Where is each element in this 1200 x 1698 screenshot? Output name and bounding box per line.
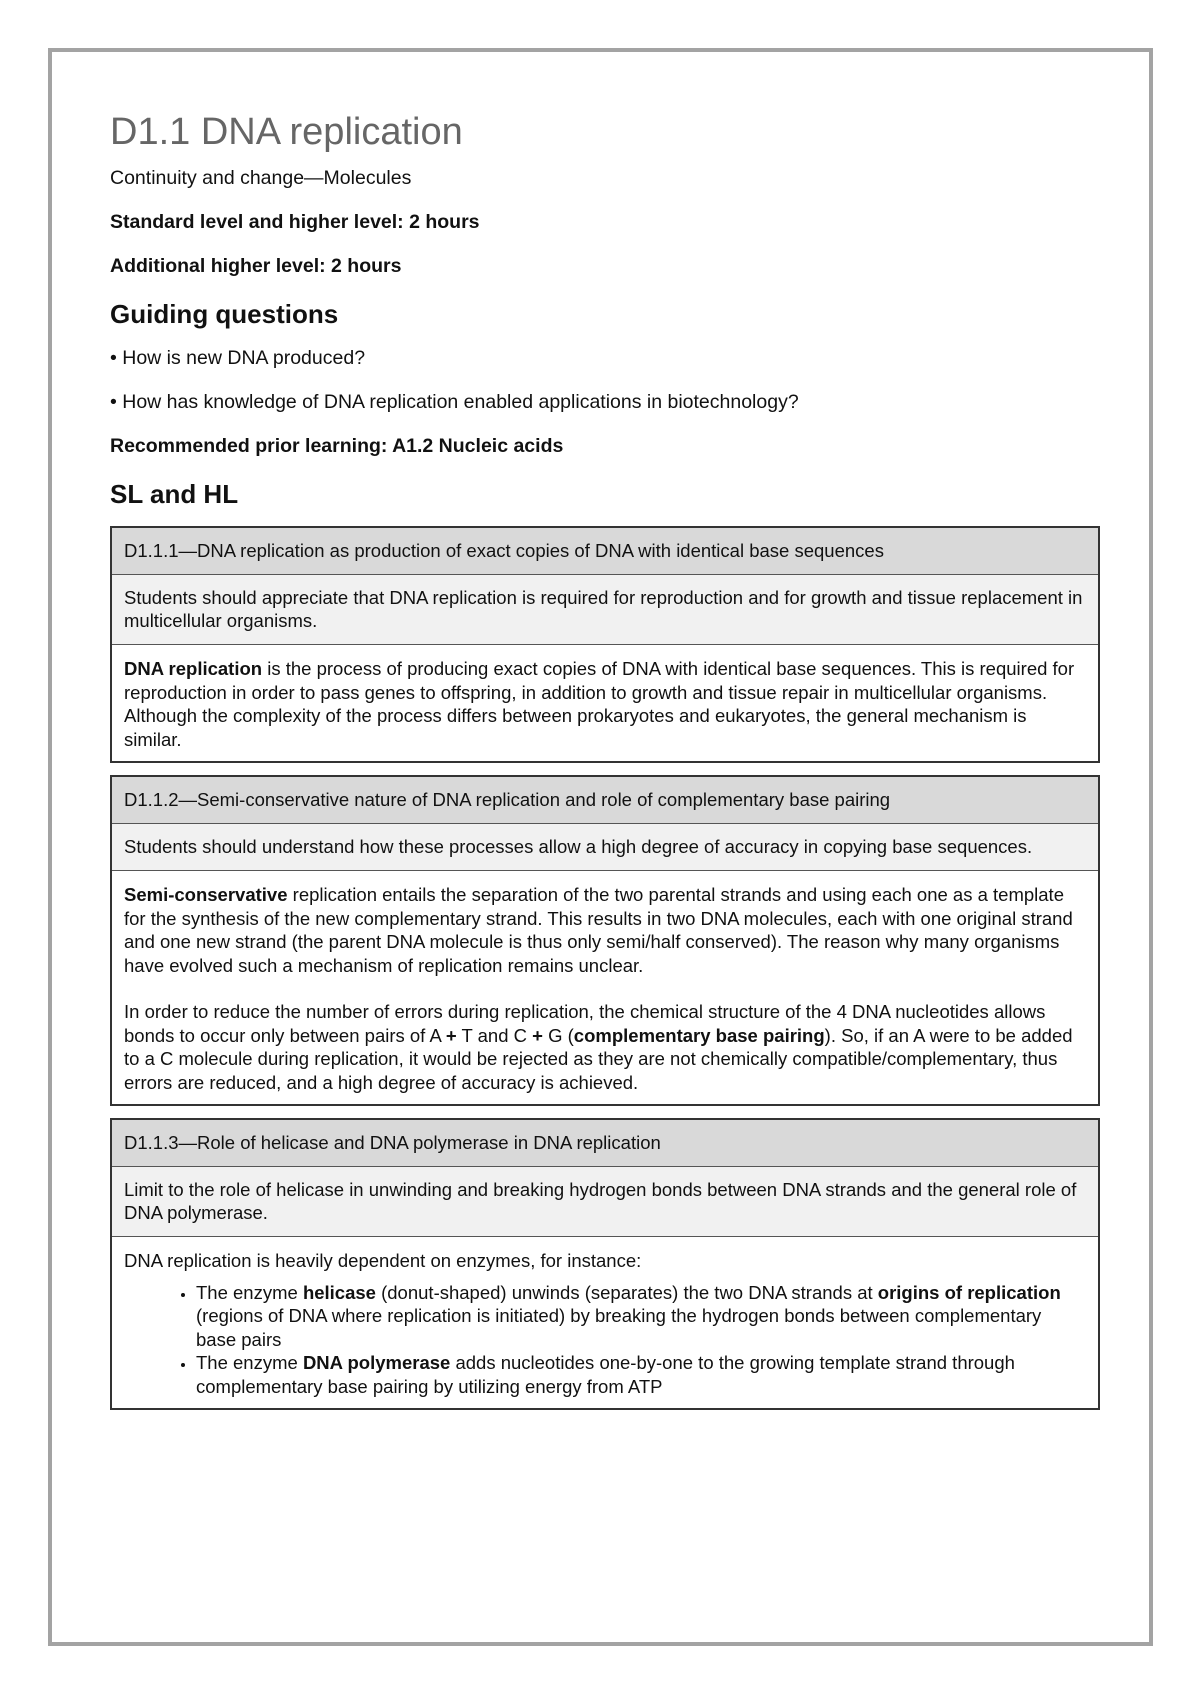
body-text: replication entails the separation of the two parental strands and using each one as a template for the synthesis of the new complementary strand. This results in two DNA molecules, each with one original strand and one new strand (the parent DNA molecule is thus only semi/half conserved). The reason why many organisms have evolved such a mechanism of replication remains unclear.	[124, 884, 1073, 976]
guiding-questions-heading: Guiding questions	[110, 299, 339, 329]
body-paragraph	[124, 657, 1086, 751]
ahl-hours: Additional higher level: 2 hours	[110, 255, 402, 277]
understanding-box-d1-1-3	[110, 1118, 1100, 1410]
body-text: adds nucleotides one-by-one to the growing template strand through complementary base pairing by utilizing energy from ATP	[196, 1352, 1015, 1397]
body-text: The enzyme	[196, 1281, 303, 1303]
guiding-question: • How is new DNA produced?	[110, 347, 366, 369]
list-item	[196, 1281, 1086, 1352]
box-guidance: Limit to the role of helicase in unwinding and breaking hydrogen bonds between DNA strands and the general role of DNA polymerase.	[112, 1167, 1098, 1237]
key-term: complementary base pairing	[573, 1024, 825, 1046]
box-body	[112, 871, 1098, 1104]
key-term: origins of replication	[877, 1281, 1061, 1303]
box-body	[112, 1237, 1098, 1408]
body-text: ). So, if an A were to be added to a C molecule during replication, it would be rejected as they are not chemically compatible/complementary, thus errors are reduced, and a high degree of accuracy is achieved.	[124, 1024, 1073, 1093]
body-text: G (	[542, 1024, 574, 1046]
body-paragraph	[124, 1000, 1086, 1094]
box-header: D1.1.2—Semi-conservative nature of DNA replication and role of complementary base pairing	[112, 777, 1098, 824]
key-term: helicase	[302, 1281, 376, 1303]
section-heading: SL and HL	[110, 479, 239, 509]
box-header: D1.1.3—Role of helicase and DNA polymerase in DNA replication	[112, 1120, 1098, 1167]
body-text: (donut-shaped) unwinds (separates) the two DNA strands at	[375, 1281, 878, 1303]
understanding-box-d1-1-1	[110, 526, 1100, 763]
guiding-question: • How has knowledge of DNA replication enabled applications in biotechnology?	[110, 391, 799, 413]
page-content	[110, 110, 1100, 1422]
body-paragraph: DNA replication is heavily dependent on enzymes, for instance:	[124, 1250, 642, 1271]
key-term: Semi-conservative	[124, 884, 288, 905]
body-text: In order to reduce the number of errors during replication, the chemical structure of the 4 DNA nucleotides allows bonds to occur only between pairs of A	[124, 1001, 1046, 1046]
page-title: D1.1 DNA replication	[110, 111, 463, 153]
key-term: DNA polymerase	[302, 1352, 451, 1373]
understanding-box-d1-1-2	[110, 775, 1100, 1106]
bullet-list	[124, 1281, 1086, 1399]
body-text: T and C	[456, 1024, 533, 1046]
plus-sign: +	[532, 1024, 543, 1046]
box-guidance: Students should understand how these processes allow a high degree of accuracy in copying base sequences.	[112, 824, 1098, 871]
key-term: DNA replication	[124, 658, 263, 679]
body-text: is the process of producing exact copies of DNA with identical base sequences. This is required for reproduction in order to pass genes to offspring, in addition to growth and tissue repair in multicellular organisms. Although the complexity of the process differs between prokaryotes and eukaryotes, the general mechanism is similar.	[124, 658, 1075, 750]
list-item	[196, 1351, 1086, 1398]
body-text: (regions of DNA where replication is initiated) by breaking the hydrogen bonds between complementary base pairs	[196, 1305, 1042, 1350]
box-header: D1.1.1—DNA replication as production of exact copies of DNA with identical base sequences	[112, 528, 1098, 575]
subtitle: Continuity and change—Molecules	[110, 167, 412, 189]
sl-hl-hours: Standard level and higher level: 2 hours	[110, 211, 480, 233]
body-paragraph	[124, 883, 1086, 977]
prior-learning: Recommended prior learning: A1.2 Nucleic acids	[110, 435, 564, 457]
plus-sign: +	[445, 1024, 457, 1046]
box-body	[112, 645, 1098, 761]
body-text: The enzyme	[196, 1352, 303, 1373]
box-guidance: Students should appreciate that DNA replication is required for reproduction and for growth and tissue replacement in multicellular organisms.	[112, 575, 1098, 645]
